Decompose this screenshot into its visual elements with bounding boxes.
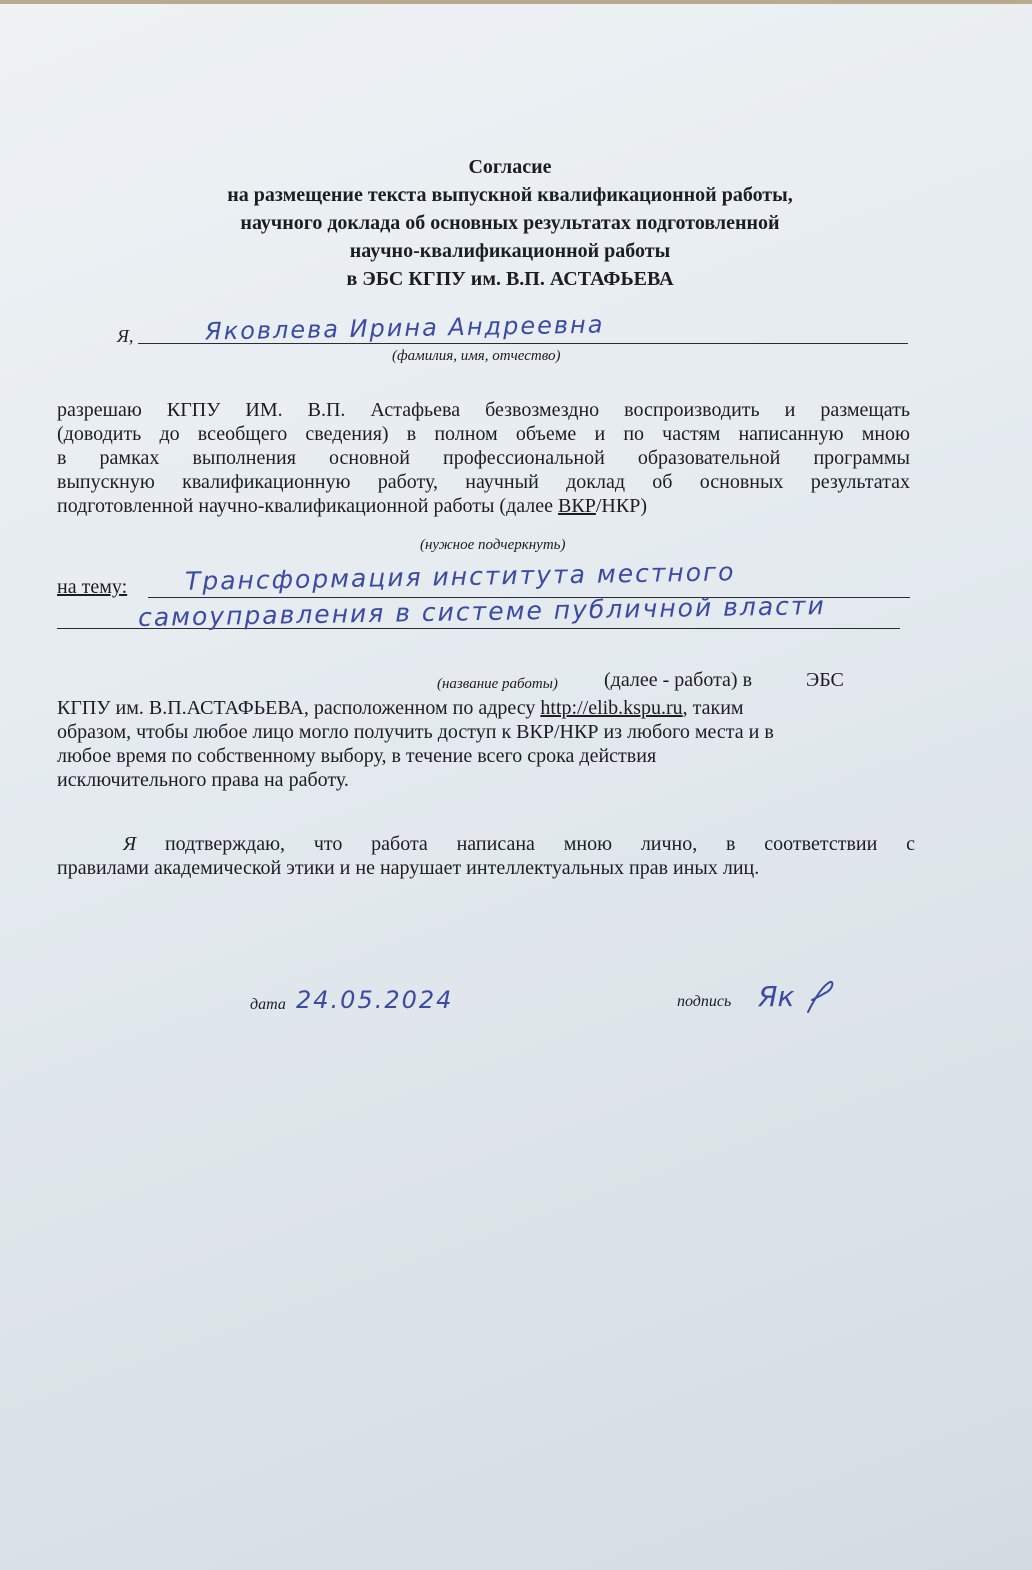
consent-paragraph	[57, 398, 910, 518]
topic-handwritten-1: Трансформация института местного	[184, 557, 736, 596]
ya-label: Я,	[117, 326, 134, 346]
title-line-2: на размещение текста выпускной квалификационной работы,	[227, 184, 793, 206]
name-caption: (фамилия, имя, отчество)	[392, 348, 561, 364]
after-caption-text: (далее - работа) в	[604, 669, 753, 691]
consent-line-1: разрешаю КГПУ ИМ. В.П. Астафьева безвозмездно воспроизводить и размещать	[57, 399, 910, 421]
consent-line-3: в рамках выполнения основной профессиональной образовательной программы	[57, 447, 910, 469]
location-line-1-end: , таким	[682, 697, 744, 719]
confirmation-ya: Я	[123, 833, 137, 855]
document-title	[0, 153, 1020, 293]
consent-line-5	[57, 494, 910, 518]
location-line-3: любое время по собственному выбору, в течение всего срока действия	[57, 745, 657, 767]
title-line-5: в ЭБС КГПУ им. В.П. АСТАФЬЕВА	[346, 268, 674, 290]
underline-caption: (нужное подчеркнуть)	[420, 537, 566, 553]
consent-line-5-end: /НКР)	[595, 495, 647, 517]
signature-label: подпись	[677, 993, 732, 1010]
date-handwritten: 24.05.2024	[296, 986, 454, 1014]
topic-handwritten-2: самоуправления в системе публичной власти	[137, 591, 826, 632]
confirmation-line-1	[57, 832, 915, 856]
location-line-4: исключительного права на работу.	[57, 769, 349, 791]
underlined-option: ВКР	[558, 495, 596, 517]
location-line-1-text: КГПУ им. В.П.АСТАФЬЕВА, расположенном по адресу	[57, 697, 541, 719]
confirmation-paragraph	[57, 832, 915, 880]
consent-line-5-text: подготовленной научно-квалификационной работы (далее	[57, 495, 559, 517]
signature-flourish-icon	[800, 978, 840, 1018]
elib-link[interactable]: http://elib.kspu.ru	[540, 697, 683, 719]
location-line-1	[57, 696, 919, 720]
ebs-word: ЭБС	[806, 669, 844, 691]
location-paragraph	[57, 696, 919, 792]
date-label: дата	[250, 996, 286, 1013]
work-caption: (название работы)	[437, 676, 558, 692]
topic-label: на тему:	[57, 576, 128, 598]
name-handwritten: Яковлева Ирина Андреевна	[204, 310, 605, 346]
location-line-2: образом, чтобы любое лицо могло получить доступ к ВКР/НКР из любого места и в	[57, 721, 774, 743]
consent-line-4: выпускную квалификационную работу, научный доклад об основных результатах	[57, 471, 910, 493]
signature-handwritten: Як	[758, 980, 795, 1013]
title-line-4: научно-квалификационной работы	[349, 240, 671, 262]
confirmation-line-1-text: подтверждаю, что работа написана мною лично, в соответствии с	[136, 833, 915, 855]
confirmation-line-2: правилами академической этики и не нарушает интеллектуальных прав иных лиц.	[57, 857, 760, 879]
title-line-1: Согласие	[468, 156, 552, 178]
consent-line-2: (доводить до всеобщего сведения) в полном объеме и по частям написанную мною	[57, 423, 910, 445]
title-line-3: научного доклада об основных результатах подготовленной	[240, 212, 780, 234]
